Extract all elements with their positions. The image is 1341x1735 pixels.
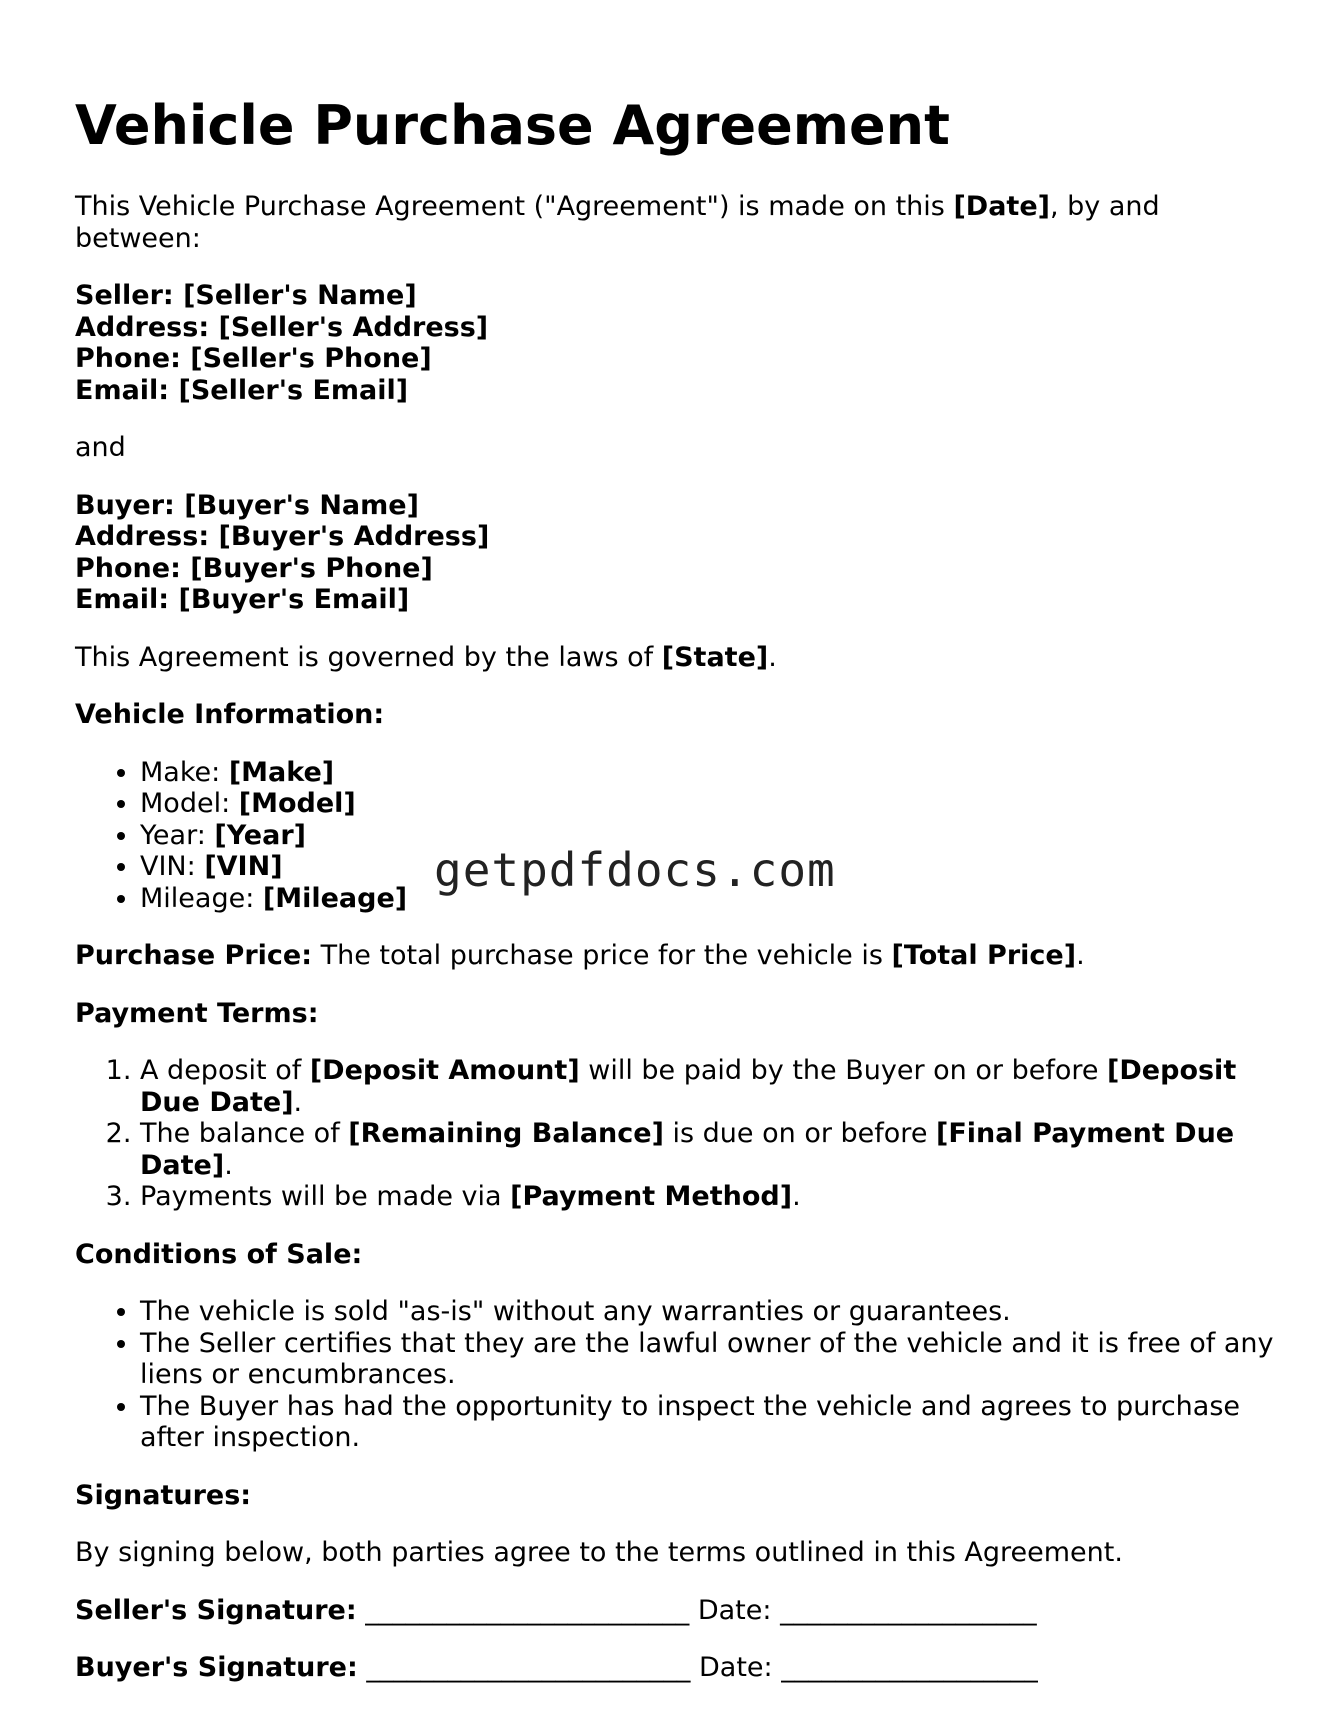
buyer-email: Email: [Buyer's Email] bbox=[75, 584, 410, 615]
seller-email: Email: [Seller's Email] bbox=[75, 374, 409, 406]
purchase-price: Purchase Price: The total purchase price for the vehicle is [Total Price]. bbox=[75, 940, 1085, 971]
signatures-heading: Signatures: bbox=[75, 1479, 252, 1511]
seller-signature-line: Seller's Signature: ________________________ Date: ___________________ bbox=[75, 1594, 1037, 1626]
buyer-date-field[interactable]: ___________________ bbox=[781, 1652, 1038, 1683]
list-item: • VIN: [VIN] bbox=[140, 851, 1275, 883]
list-item: 3. Payments will be made via [Payment Method]. bbox=[140, 1181, 1275, 1213]
buyer-info bbox=[75, 490, 1275, 616]
list-item: • Year: [Year] bbox=[140, 820, 1275, 852]
list-item: • Model: [Model] bbox=[140, 788, 1275, 820]
list-item: • The Buyer has had the opportunity to inspect the vehicle and agrees to purchase after inspection. bbox=[140, 1391, 1275, 1454]
conditions-list bbox=[75, 1296, 1275, 1454]
list-item: • Mileage: [Mileage] bbox=[140, 883, 1275, 915]
list-item: 1. A deposit of [Deposit Amount] will be paid by the Buyer on or before [Deposit Due Date]. bbox=[140, 1055, 1275, 1118]
watermark: getpdfdocs.com bbox=[434, 843, 836, 897]
state-placeholder: [State] bbox=[661, 641, 769, 673]
document-title: Vehicle Purchase Agreement bbox=[75, 94, 950, 157]
buyer-phone: Phone: [Buyer's Phone] bbox=[75, 552, 433, 584]
agreement-date-placeholder: [Date] bbox=[953, 191, 1050, 222]
list-item: • The vehicle is sold "as-is" without any warranties or guarantees. bbox=[140, 1296, 1275, 1328]
buyer-address: Address: [Buyer's Address] bbox=[75, 521, 490, 552]
seller-signature-field[interactable]: ________________________ bbox=[365, 1594, 690, 1626]
seller-info bbox=[75, 280, 1275, 406]
and-text: and bbox=[75, 432, 126, 463]
buyer-signature-field[interactable]: ________________________ bbox=[366, 1652, 691, 1683]
buyer-signature-line: Buyer's Signature: ________________________ Date: ___________________ bbox=[75, 1652, 1038, 1683]
payment-heading: Payment Terms: bbox=[75, 997, 319, 1029]
signatures-statement: By signing below, both parties agree to the terms outlined in this Agreement. bbox=[75, 1537, 1123, 1568]
buyer-name: Buyer: [Buyer's Name] bbox=[75, 489, 419, 521]
conditions-heading: Conditions of Sale: bbox=[75, 1238, 363, 1270]
list-item: 2. The balance of [Remaining Balance] is due on or before [Final Payment Due Date]. bbox=[140, 1118, 1275, 1181]
intro-paragraph: This Vehicle Purchase Agreement ("Agreement") is made on this [Date], by and between: bbox=[75, 191, 1160, 254]
seller-date-field[interactable]: ___________________ bbox=[780, 1594, 1037, 1626]
seller-address: Address: [Seller's Address] bbox=[75, 311, 489, 343]
document-body bbox=[75, 191, 1275, 1710]
governing-law: This Agreement is governed by the laws of [State]. bbox=[75, 641, 777, 673]
payment-terms-list bbox=[75, 1055, 1275, 1213]
seller-phone: Phone: [Seller's Phone] bbox=[75, 343, 432, 374]
seller-name: Seller: [Seller's Name] bbox=[75, 280, 417, 311]
list-item: • Make: [Make] bbox=[140, 757, 1275, 789]
vehicle-heading: Vehicle Information: bbox=[75, 699, 385, 730]
list-item: • The Seller certifies that they are the lawful owner of the vehicle and it is free of any liens or encumbrances. bbox=[140, 1328, 1275, 1391]
